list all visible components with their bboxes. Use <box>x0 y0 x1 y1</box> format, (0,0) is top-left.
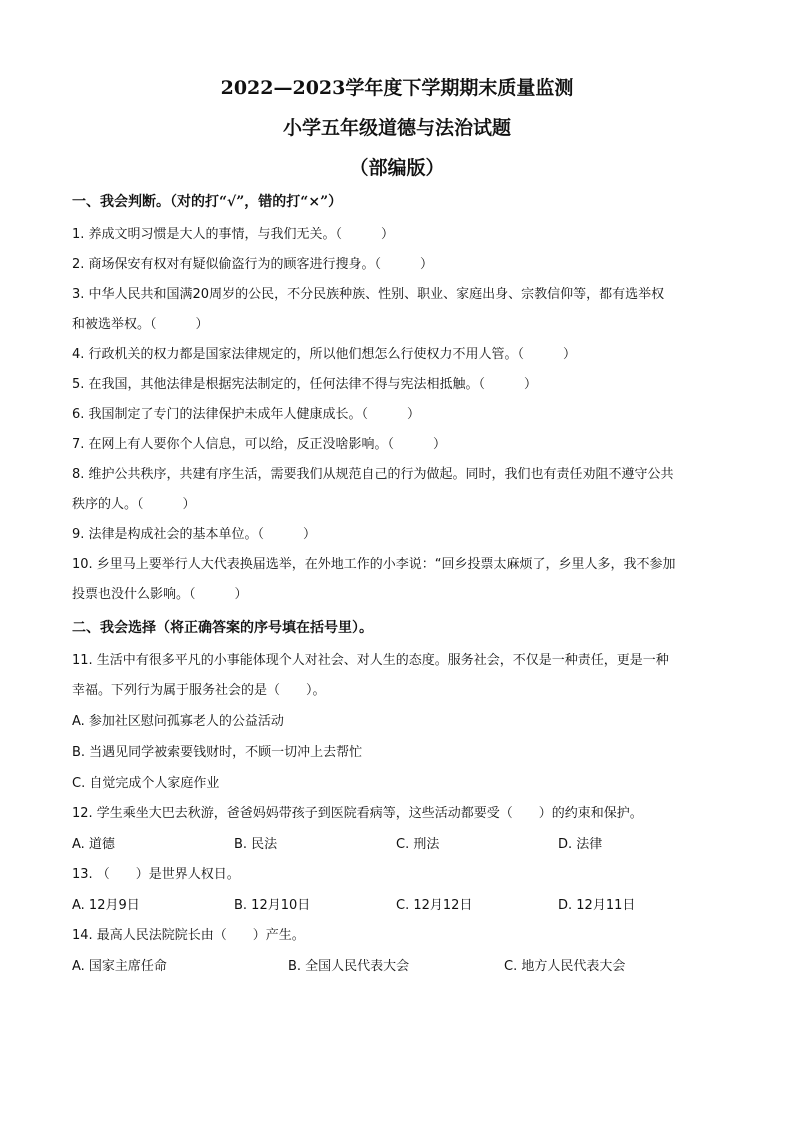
question-14 <box>72 921 722 982</box>
question-12-line-1: 12. 学生乘坐大巴去秋游，爸爸妈妈带孩子到医院看病等，这些活动都要受（ ）的约束和保护。 <box>72 806 643 821</box>
question-11-line-2: 幸福。下列行为属于服务社会的是（ ）。 <box>72 683 326 698</box>
exam-subtitle: 小学五年级道德与法治试题 <box>282 117 511 139</box>
question-12 <box>72 799 722 860</box>
question-5: 5. 在我国，其他法律是根据宪法制定的，任何法律不得与宪法相抵触。（ ） <box>72 377 538 392</box>
question-11-line-1: 11. 生活中有很多平凡的小事能体现个人对社会、对人生的态度。服务社会，不仅是一种责任，更是一种 <box>72 653 669 668</box>
question-10-line-2: 投票也没什么影响。（ ） <box>72 587 248 602</box>
question-14-line-1: 14. 最高人民法院院长由（ ）产生。 <box>72 928 305 943</box>
exam-edition: （部编版） <box>349 157 445 179</box>
question-13-option-c: C. 12月12日 <box>396 898 473 913</box>
question-3-line-1: 3. 中华人民共和国满20周岁的公民，不分民族种族、性别、职业、家庭出身、宗教信仰等，都有选举权 <box>72 287 665 302</box>
question-8-line-1: 8. 维护公共秩序，共建有序生活，需要我们从规范自己的行为做起。同时，我们也有责任劝阻不遵守公共 <box>72 467 674 482</box>
question-14-option-c: C. 地方人民代表大会 <box>504 959 626 974</box>
question-14-options <box>72 951 722 982</box>
question-14-option-b: B. 全国人民代表大会 <box>288 959 410 974</box>
question-12-options <box>72 829 722 860</box>
question-13-line-1: 13. （ ）是世界人权日。 <box>72 867 240 882</box>
question-13-option-a: A. 12月9日 <box>72 898 140 913</box>
question-1: 1. 养成文明习惯是大人的事情，与我们无关。（ ） <box>72 227 395 242</box>
question-11-option-c: C. 自觉完成个人家庭作业 <box>72 776 220 791</box>
question-11 <box>72 646 722 799</box>
section-choice <box>72 618 722 982</box>
question-12-option-b: B. 民法 <box>234 837 278 852</box>
question-7: 7. 在网上有人要你个人信息，可以给，反正没啥影响。（ ） <box>72 437 447 452</box>
question-12-option-c: C. 刑法 <box>396 837 440 852</box>
question-13-options <box>72 890 722 921</box>
question-13 <box>72 860 722 921</box>
question-13-option-b: B. 12月10日 <box>234 898 311 913</box>
question-4: 4. 行政机关的权力都是国家法律规定的，所以他们想怎么行使权力不用人管。（ ） <box>72 347 577 362</box>
question-14-option-a: A. 国家主席任命 <box>72 959 167 974</box>
question-11-option-b: B. 当遇见同学被索要钱财时，不顾一切冲上去帮忙 <box>72 745 363 760</box>
section-heading-judgement: 一、我会判断。（对的打“√”，错的打“×”） <box>72 194 343 210</box>
section-heading-choice: 二、我会选择（将正确答案的序号填在括号里）。 <box>72 620 373 636</box>
question-12-option-d: D. 法律 <box>558 837 603 852</box>
question-6: 6. 我国制定了专门的法律保护未成年人健康成长。（ ） <box>72 407 421 422</box>
question-9: 9. 法律是构成社会的基本单位。（ ） <box>72 527 317 542</box>
question-3-line-2: 和被选举权。（ ） <box>72 317 209 332</box>
question-13-option-d: D. 12月11日 <box>558 898 636 913</box>
question-11-option-a: A. 参加社区慰问孤寡老人的公益活动 <box>72 714 284 729</box>
question-8-line-2: 秩序的人。（ ） <box>72 497 196 512</box>
exam-title: 2022—2023学年度下学期期末质量监测 <box>220 77 574 99</box>
question-2: 2. 商场保安有权对有疑似偷盗行为的顾客进行搜身。（ ） <box>72 257 434 272</box>
section-judgement <box>72 192 722 610</box>
question-12-option-a: A. 道德 <box>72 837 115 852</box>
question-10-line-1: 10. 乡里马上要举行人大代表换届选举，在外地工作的小李说：“回乡投票太麻烦了，乡里人多，我不参加 <box>72 557 676 572</box>
